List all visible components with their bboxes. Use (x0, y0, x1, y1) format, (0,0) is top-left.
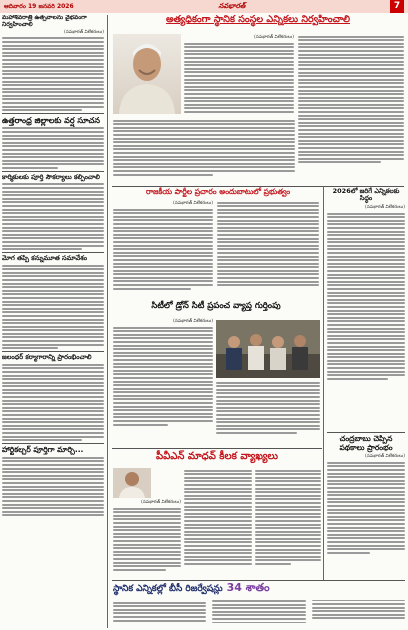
crowd-photo-icon (216, 320, 320, 378)
left-article-4 (2, 265, 104, 350)
left-headline-5: జలంధర్ కర్మాగారాన్ని ప్రారంభించాలి (2, 353, 92, 362)
event-photo (216, 320, 320, 378)
left-headline-4: మోగ తప్పి కన్నుమూత సమావేశం (2, 254, 88, 263)
drone-byline: (నవభారత్ విలేకరులు) (172, 319, 213, 324)
left-article-2 (2, 127, 104, 169)
second-headline: రాజకీయ పార్టీల ప్రచారం అందుబాటులో ప్రభుత్వం (145, 187, 291, 196)
right-lower-column (323, 430, 405, 580)
drone-article (113, 318, 213, 446)
middle-byline: (నవభారత్ విలేకరులు) (172, 201, 213, 206)
divider (327, 432, 405, 433)
middle-article-col-2 (217, 200, 319, 302)
event-article (216, 380, 320, 446)
page-header (0, 0, 408, 13)
person-photo-icon (113, 468, 151, 498)
banner-article-col-1 (113, 468, 181, 580)
middle-article-col-1 (113, 200, 213, 302)
bottom-article (113, 600, 405, 628)
third-headline: సిటీలో డ్రోన్ సిటీ ప్రపంచ వ్యాప్త గుర్తింపు (151, 301, 281, 311)
bottom-headline-percent: 34 శాతం (226, 581, 270, 594)
right-headline-2: చంద్రబాబు చెప్పిన పథకాలు ప్రారంభం (339, 434, 393, 452)
banner-byline: (నవభారత్ విలేకరులు) (140, 500, 181, 505)
madhav-photo (113, 468, 151, 498)
right-byline: (నవభారత్ విలేకరులు) (364, 204, 405, 210)
leader-portrait-icon (113, 34, 181, 114)
page-number: 7 (390, 0, 404, 13)
main-byline: (నవభారత్ విలేకరులు) (253, 35, 294, 40)
divider (112, 448, 322, 449)
main-article-top-b (298, 34, 404, 184)
left-article-1 (2, 37, 104, 111)
right-column (323, 186, 405, 450)
left-column (2, 15, 108, 628)
left-headline-2: ఉత్తరాంధ్ర జిల్లాలకు వర్ష సూచన (2, 116, 101, 126)
right-byline-2: (నవభారత్ విలేకరులు) (364, 454, 405, 460)
bottom-headline: స్థానిక ఎన్నికల్లో బీసీ రిజర్వేషన్లు (113, 584, 223, 594)
right-headline-1: 2026లో జరిగే ఎన్నికలకు సిద్ధం (332, 187, 400, 203)
main-article-top-a (184, 34, 294, 118)
left-byline-1: (నవభారత్ విలేకరులు) (63, 29, 104, 35)
paper-name: నవభారత్ (218, 1, 246, 10)
left-headline-1: మహాశివరాత్రి ఉత్సవాలను వైభవంగా నిర్వహించాలి (2, 15, 87, 28)
left-article-6 (2, 457, 104, 517)
divider (2, 113, 104, 114)
left-headline-6: హార్టికల్చర్ పూర్తిగా మార్చి... (2, 445, 84, 455)
banner-headline: పీవీఎన్ మాధవ్ కీలక వ్యాఖ్యలు (156, 451, 278, 462)
left-headline-3: కార్మికులకు పూర్తి సౌకర్యాలు కల్పించాలి (2, 172, 100, 181)
divider (2, 443, 104, 444)
main-headline: అత్యధికంగా స్థానిక సంస్థల ఎన్నికలు నిర్వహించాలి (165, 14, 351, 25)
divider (2, 171, 104, 172)
left-article-3 (2, 183, 104, 250)
left-article-5 (2, 364, 104, 441)
divider (2, 252, 104, 253)
banner-article-col-3 (255, 468, 321, 580)
bottom-headline-row (113, 582, 405, 595)
divider (2, 351, 104, 352)
main-article-top-c (113, 118, 295, 184)
issue-date: ఆదివారం 19 జనవరి 2026 (4, 2, 74, 10)
leader-photo (113, 34, 181, 114)
banner-article-col-2 (184, 468, 252, 580)
